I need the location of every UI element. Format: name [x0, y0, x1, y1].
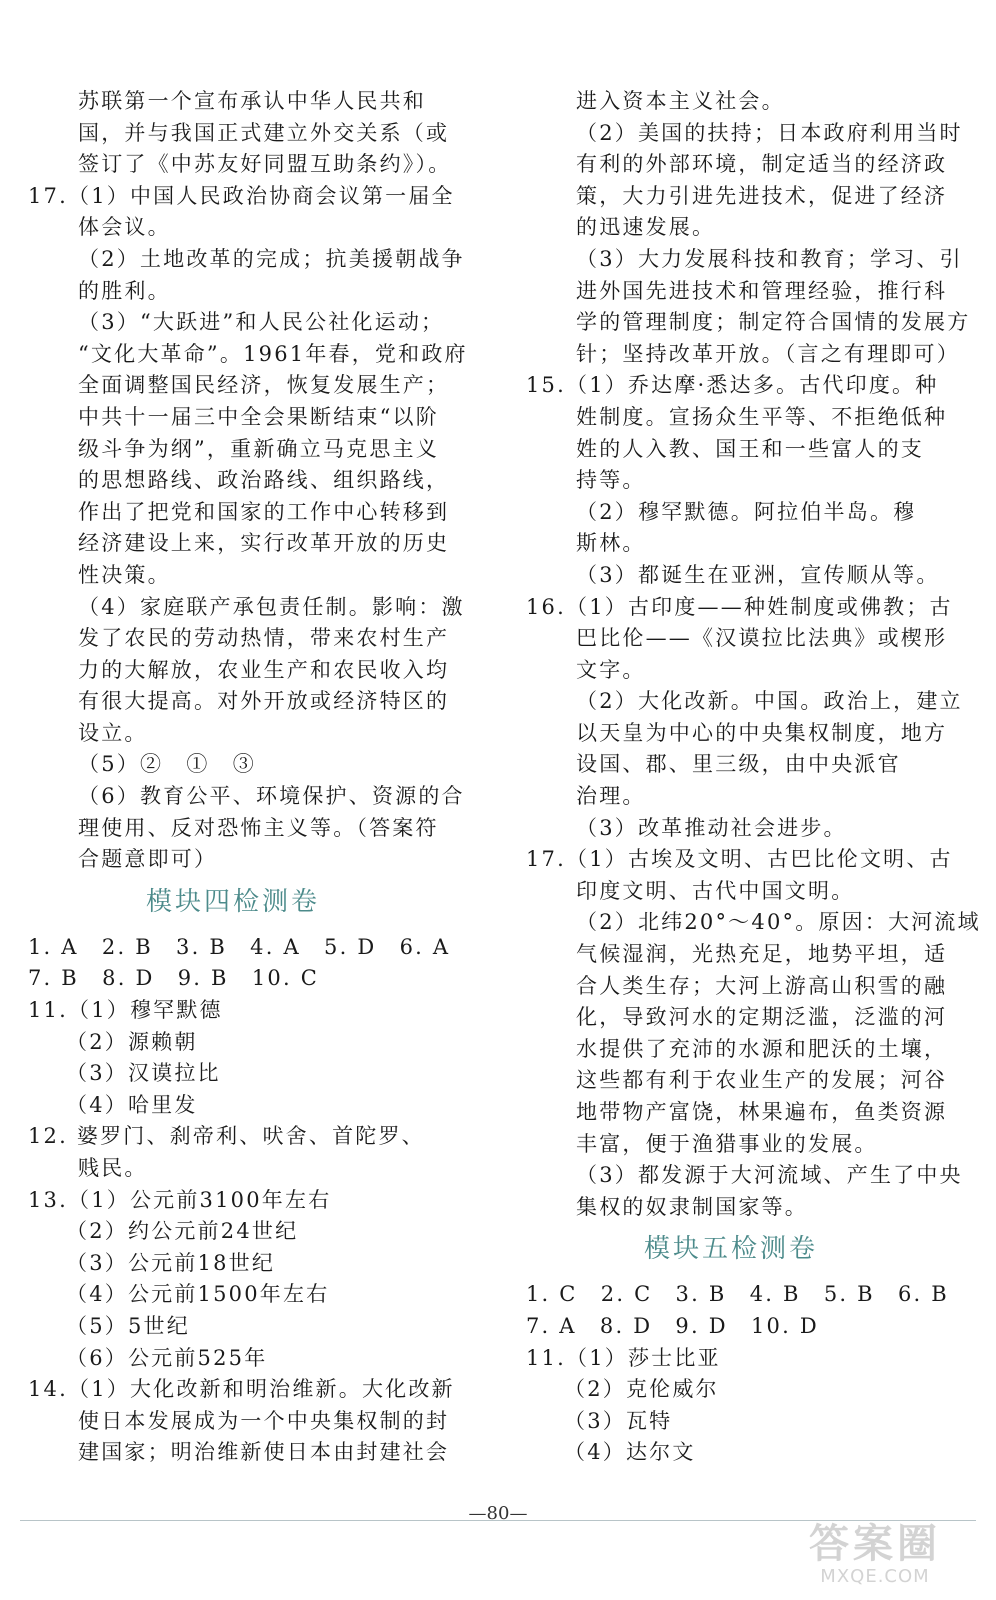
text-line: 的思想路线、政治路线、组织路线， — [78, 468, 450, 493]
text-line: 中共十一届三中全会果断结束“以阶 — [78, 404, 439, 429]
text-line: 有利的外部环境，制定适当的经济政 — [576, 152, 948, 177]
text-line: （5）② ① ③ — [78, 752, 256, 777]
text-line: 发了农民的劳动热情，带来农村生产 — [78, 626, 450, 651]
text-line: 的胜利。 — [78, 278, 171, 303]
left-block-c — [28, 932, 455, 1469]
text-line: 设立。 — [78, 720, 148, 745]
text-line: （3）公元前18世纪 — [66, 1250, 276, 1275]
text-line: 全面调整国民经济，恢复发展生产； — [78, 373, 450, 398]
text-line: 有很大提高。对外开放或经济特区的 — [78, 689, 450, 714]
text-line: （4）公元前1500年左右 — [66, 1282, 330, 1307]
text-line: （4）达尔文 — [564, 1440, 696, 1465]
question-line: 13.（1）公元前3100年左右 — [28, 1187, 332, 1212]
section-heading: 模块五检测卷 — [643, 1234, 818, 1265]
right-column — [526, 86, 981, 1469]
text-line: （2）北纬20°～40°。原因：大河流域 — [576, 910, 981, 935]
left-column — [28, 86, 468, 1469]
text-line: 合人类生存；大河上游高山积雪的融 — [576, 973, 948, 998]
left-block-b — [28, 181, 468, 876]
watermark-url: MXQE.COM — [820, 1566, 930, 1587]
text-line: 力的大解放，农业生产和农民收入均 — [78, 657, 450, 682]
question-line: 16.（1）古印度——种姓制度或佛教；古 — [526, 594, 953, 619]
question-line: 11.（1）穆罕默德 — [28, 998, 223, 1023]
right-block-a — [526, 86, 981, 1223]
text-line: 作出了把党和国家的工作中心转移到 — [78, 499, 450, 524]
question-line: 17.（1）中国人民政治协商会议第一届全 — [28, 183, 455, 208]
text-line: 这些都有利于农业生产的发展；河谷 — [576, 1068, 948, 1093]
text-line: 以天皇为中心的中央集权制度，地方 — [576, 720, 948, 745]
text-line: （3）“大跃进”和人民公社化运动； — [78, 310, 445, 335]
text-line: 巴比伦——《汉谟拉比法典》或楔形 — [576, 626, 948, 651]
question-line: 17.（1）古埃及文明、古巴比伦文明、古 — [526, 847, 953, 872]
answer-line: 7. A 8. D 9. D 10. D — [526, 1313, 819, 1338]
page-number: —80— — [468, 1503, 528, 1524]
text-line: 水提供了充沛的水源和肥沃的土壤， — [576, 1036, 948, 1061]
watermark-text: 答案圈 — [809, 1521, 941, 1567]
question-line: 12. 婆罗门、刹帝利、吠舍、首陀罗、 — [28, 1124, 425, 1149]
text-line: 国，并与我国正式建立外交关系（或 — [78, 120, 450, 145]
text-line: （2）美国的扶持；日本政府利用当时 — [576, 120, 963, 145]
text-line: （2）源赖朝 — [66, 1029, 198, 1054]
text-line: 进外国先进技术和管理经验，推行科 — [576, 278, 948, 303]
text-line: 性决策。 — [78, 562, 171, 587]
text-line: 集权的奴隶制国家等。 — [576, 1194, 808, 1219]
text-line: （3）都诞生在亚洲，宣传顺从等。 — [576, 562, 940, 587]
text-line: （3）都发源于大河流域、产生了中央 — [576, 1163, 963, 1188]
text-line: 持等。 — [576, 468, 646, 493]
text-line: “文化大革命”。1961年春，党和政府 — [78, 341, 468, 366]
text-line: 经济建设上来，实行改革开放的历史 — [78, 531, 450, 556]
text-line: 文字。 — [576, 657, 646, 682]
watermark-logo — [780, 1522, 970, 1592]
answer-line: 1. A 2. B 3. B 4. A 5. D 6. A — [28, 934, 451, 959]
text-line: 进入资本主义社会。 — [576, 89, 785, 113]
text-line: （3）瓦特 — [564, 1408, 673, 1433]
text-line: 合题意即可） — [78, 847, 218, 872]
left-block-a — [28, 86, 452, 181]
text-line: （2）穆罕默德。阿拉伯半岛。穆 — [576, 499, 917, 524]
text-line: （4）家庭联产承包责任制。影响：激 — [78, 594, 465, 619]
text-line: 姓的人入教、国王和一些富人的支 — [576, 436, 924, 461]
text-line: 印度文明、古代中国文明。 — [576, 878, 855, 903]
text-line: 体会议。 — [78, 215, 171, 240]
text-line: （6）公元前525年 — [66, 1345, 268, 1370]
text-line: 地带物产富饶，林果遍布，鱼类资源 — [576, 1100, 948, 1124]
text-line: 治理。 — [576, 784, 646, 809]
answer-line: 1. C 2. C 3. B 4. B 5. B 6. B — [526, 1282, 949, 1307]
text-line: （3）改革推动社会进步。 — [576, 815, 847, 840]
text-line: （2）大化改新。中国。政治上，建立 — [576, 689, 963, 714]
text-line: （2）约公元前24世纪 — [66, 1219, 299, 1244]
text-line: （5）5世纪 — [66, 1313, 190, 1338]
section-heading: 模块四检测卷 — [145, 886, 320, 917]
text-line: （3）大力发展科技和教育；学习、引 — [576, 246, 963, 271]
text-line: 签订了《中苏友好同盟互助条约》）。 — [78, 152, 452, 177]
text-line: 苏联第一个宣布承认中华人民共和 — [78, 89, 426, 113]
text-line: 姓制度。宣扬众生平等、不拒绝低种 — [576, 404, 948, 429]
text-line: 建国家；明治维新使日本由封建社会 — [78, 1440, 450, 1465]
text-line: 学的管理制度；制定符合国情的发展方 — [576, 310, 971, 335]
text-line: 化，导致河水的定期泛滥，泛滥的河 — [576, 1005, 948, 1030]
text-line: 气候湿润，光热充足，地势平坦，适 — [576, 942, 948, 967]
text-line: 理使用、反对恐怖主义等。（答案符 — [78, 815, 439, 840]
text-line: 针；坚持改革开放。（言之有理即可） — [576, 341, 960, 366]
text-line: （2）土地改革的完成；抗美援朝战争 — [78, 246, 465, 271]
text-line: （4）哈里发 — [66, 1092, 198, 1117]
question-line: 15.（1）乔达摩·悉达多。古代印度。种 — [526, 373, 939, 398]
answer-line: 7. B 8. D 9. B 10. C — [28, 966, 319, 991]
text-line: 斯林。 — [576, 531, 646, 556]
right-block-b — [526, 1279, 949, 1469]
question-line: 11.（1）莎士比亚 — [526, 1345, 721, 1370]
text-line: 策，大力引进先进技术，促进了经济 — [576, 183, 948, 208]
text-line: 贱民。 — [78, 1156, 148, 1180]
question-line: 14.（1）大化改新和明治维新。大化改新 — [28, 1377, 455, 1402]
text-line: 级斗争为纲”，重新确立马克思主义 — [78, 436, 439, 461]
text-line: （3）汉谟拉比 — [66, 1061, 221, 1086]
text-line: 使日本发展成为一个中央集权制的封 — [78, 1408, 450, 1433]
text-line: 设国、郡、里三级，由中央派官 — [576, 752, 901, 777]
text-line: （2）克伦威尔 — [564, 1377, 719, 1402]
text-line: 丰富，便于渔猎事业的发展。 — [576, 1131, 878, 1156]
text-line: （6）教育公平、环境保护、资源的合 — [78, 784, 465, 809]
text-line: 的迅速发展。 — [576, 215, 716, 240]
